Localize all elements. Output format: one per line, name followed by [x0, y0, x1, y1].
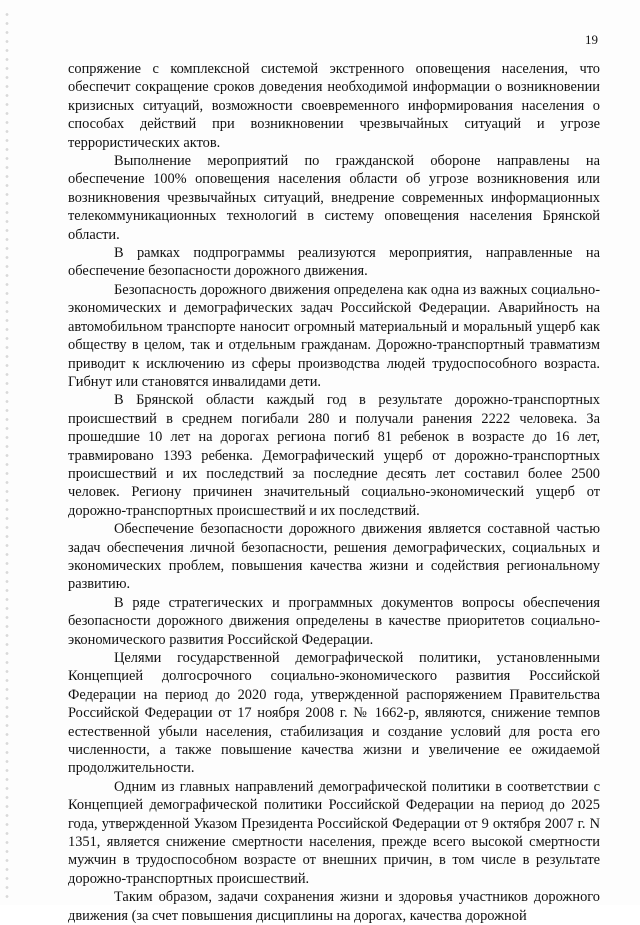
paragraph: сопряжение с комплексной системой экстренного оповещения населения, что обеспечит сокращение сроков доведения необходимой информации о возникновении кризисных ситуаций, возможности своевременного информирования населения о способах действий при возникновении чрезвычайных ситуаций и угрозе террористических актов.	[68, 61, 600, 151]
body-text	[68, 60, 600, 925]
paragraph: Выполнение мероприятий по гражданской обороне направлены на обеспечение 100% оповещения населения области об угрозе возникновения или возникновения чрезвычайных ситуаций, внедрение современных информационных телекоммуникационных технологий в систему оповещения населения Брянской области.	[68, 153, 600, 243]
paragraph: В рамках подпрограммы реализуются мероприятия, направленные на обеспечение безопасности дорожного движения.	[68, 245, 600, 280]
paragraph: Одним из главных направлений демографической политики в соответствии с Концепцией демографической политики Российской Федерации на период до 2025 года, утвержденной Указом Президента Российской Федерации от 9 октября 2007 г. N 1351, является снижение смертности населения, прежде всего высокой смертности мужчин в трудоспособном возрасте от внешних причин, в том числе в результате дорожно-транспортных происшествий.	[68, 778, 600, 887]
binding-holes	[2, 10, 12, 900]
paragraph: В ряде стратегических и программных документов вопросы обеспечения безопасности дорожного движения определены в качестве приоритетов социально-экономического развития Российской Федерации.	[68, 594, 600, 648]
paragraph: Безопасность дорожного движения определена как одна из важных социально-экономических и демографических задач Российской Федерации. Аварийность на автомобильном транспорте наносит огромный материальный и моральный ущерб как обществу в целом, так и отдельным гражданам. Дорожно-транспортный травматизм приводит к исключению из сферы производства людей трудоспособного возраста. Гибнут или становятся инвалидами дети.	[68, 281, 600, 390]
paragraph: В Брянской области каждый год в результате дорожно-транспортных происшествий в среднем погибали 280 и получали ранения 2222 человека. За прошедшие 10 лет на дорогах региона погиб 81 ребенок в возрасте до 16 лет, травмировано 1393 ребенка. Демографический ущерб от дорожно-транспортных происшествий и их последствий за последние десять лет составил более 2500 человек. Региону причинен значительный социально-экономический ущерб от дорожно-транспортных происшествий и их последствий.	[68, 392, 600, 519]
paragraph: Таким образом, задачи сохранения жизни и здоровья участников дорожного движения (за счет повышения дисциплины на дорогах, качества дорожной	[68, 889, 600, 924]
paragraph: Целями государственной демографической политики, установленными Концепцией долгосрочного социально-экономического развития Российской Федерации на период до 2020 года, утвержденной распоряжением Правительства Российской Федерации от 17 ноября 2008 г. № 1662-р, являются, снижение темпов естественной убыли населения, стабилизация и создание условий для роста его численности, а также повышение качества жизни и увеличение ее ожидаемой продолжительности.	[68, 650, 600, 777]
paragraph: Обеспечение безопасности дорожного движения является составной частью задач обеспечения личной безопасности, решения демографических, социальных и экономических проблем, повышения качества жизни и содействия региональному развитию.	[68, 521, 600, 593]
page-number: 19	[585, 32, 598, 47]
